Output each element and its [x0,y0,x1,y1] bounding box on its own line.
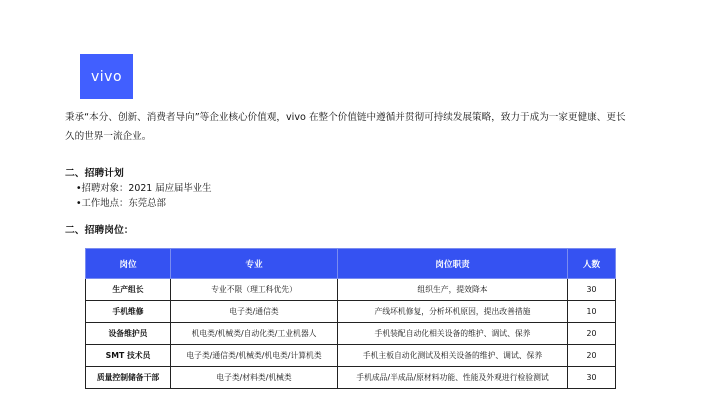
vivo-logo [80,54,133,99]
cell-position: 设备维护员 [86,323,171,345]
cell-major: 电子类/通信类/机械类/机电类/计算机类 [171,345,338,367]
header-major: 专业 [171,249,338,279]
cell-position: 手机维修 [86,301,171,323]
cell-count: 30 [568,279,616,301]
cell-count: 10 [568,301,616,323]
header-position: 岗位 [86,249,171,279]
cell-major: 电子类/材料类/机械类 [171,367,338,389]
cell-duties: 手机装配自动化相关设备的维护、调试、保养 [338,323,568,345]
cell-duties: 组织生产，提效降本 [338,279,568,301]
cell-position: 生产组长 [86,279,171,301]
intro-paragraph: 秉承“本分、创新、消费者导向”等企业核心价值观，vivo 在整个价值链中遵循并贯彻可持续发展策略，致力于成为一家更健康、更长久的世界一流企业。 [65,112,626,142]
cell-major: 机电类/机械类/自动化类/工业机器人 [171,323,338,345]
table-row [86,301,616,323]
cell-position: SMT 技术员 [86,345,171,367]
cell-duties: 手机主板自动化测试及相关设备的维护、调试、保养 [338,345,568,367]
plan-item-target: •招聘对象：2021 届应届毕业生 [76,183,212,194]
cell-duties: 产线坏机修复，分析坏机原因，提出改善措施 [338,301,568,323]
positions-heading: 二、招聘岗位： [65,225,134,236]
logo-text: vivo [90,68,123,85]
table-header-row [86,249,616,279]
table-row [86,323,616,345]
cell-major: 电子类/通信类 [171,301,338,323]
table-row [86,345,616,367]
cell-major: 专业不限（理工科优先） [171,279,338,301]
plan-heading: 二、招聘计划 [65,168,124,179]
plan-item-location: •工作地点：东莞总部 [76,198,166,209]
cell-count: 30 [568,367,616,389]
positions-table [85,248,616,389]
header-duties: 岗位职责 [338,249,568,279]
table-row [86,367,616,389]
table-row [86,279,616,301]
cell-count: 20 [568,345,616,367]
cell-count: 20 [568,323,616,345]
header-count: 人数 [568,249,616,279]
cell-position: 质量控制储备干部 [86,367,171,389]
cell-duties: 手机成品/半成品/原材料功能、性能及外观进行检验测试 [338,367,568,389]
